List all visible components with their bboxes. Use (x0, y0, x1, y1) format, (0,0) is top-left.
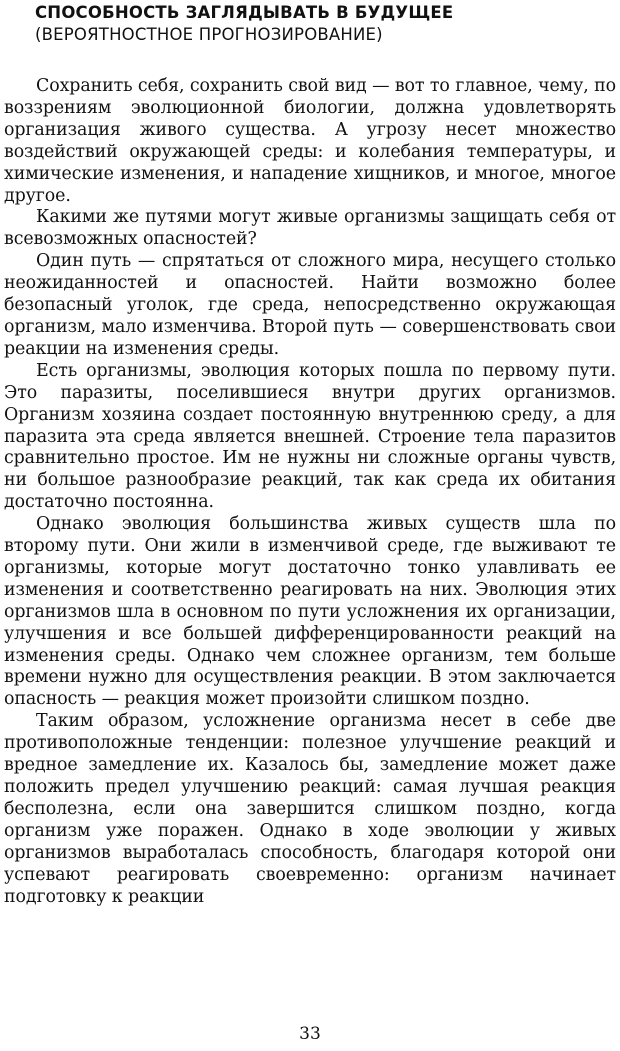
paragraph: Сохранить себя, сохранить свой вид — вот то главное, чему, по воззрениям эволюционной биологии, должна удовлетворять организация живого существа. А угрозу несет множество воздействий окружающей среды: и колебания температуры, и химические изменения, и нападение хищников, и многое, многое другое. (4, 76, 616, 206)
paragraph: Один путь — спрятаться от сложного мира, несущего столько неожиданностей и опасностей. Найти возможно более безопасный уголок, где среда, непосредственно окружающая организм, мало изменчива. Второй путь — совершенствовать свои реакции на изменения среды. (4, 251, 616, 359)
paragraph: Какими же путями могут живые организмы защищать себя от всевозможных опасностей? (4, 207, 616, 250)
page-number: 33 (299, 1024, 321, 1044)
paragraph: Таким образом, усложнение организма несет в себе две противоположные тенденции: полезное улучшение реакций и вредное замедление их. Казалось бы, замедление может даже положить предел улучшению реакций: самая лучшая реакция бесполезна, если она завершится слишком поздно, когда организм уже поражен. Однако в ходе эволюции у живых организмов выработалась способность, благодаря которой они успевают реагировать своевременно: организм начинает подготовку к реакции (4, 711, 616, 907)
section-title: СПОСОБНОСТЬ ЗАГЛЯДЫВАТЬ В БУДУЩЕЕ (35, 3, 454, 22)
section-subtitle: (ВЕРОЯТНОСТНОЕ ПРОГНОЗИРОВАНИЕ) (35, 25, 383, 44)
body-text (4, 76, 616, 908)
paragraph: Есть организмы, эволюция которых пошла по первому пути. Это паразиты, поселившиеся внутри других организмов. Организм хозяина создает постоянную внутреннюю среду, а для паразита эта среда является внешней. Строение тела паразитов сравнительно простое. Им не нужны ни сложные органы чувств, ни большое разнообразие реакций, так как среда их обитания достаточно постоянна. (4, 360, 616, 513)
paragraph: Однако эволюция большинства живых существ шла по второму пути. Они жили в изменчивой среде, где выживают те организмы, которые могут достаточно тонко улавливать ее изменения и соответственно реагировать на них. Эволюция этих организмов шла в основном по пути усложнения их организации, улучшения и все большей дифференцированности реакций на изменения среды. Однако чем сложнее организм, тем больше времени нужно для осуществления реакции. В этом заключается опасность — реакция может произойти слишком поздно. (4, 514, 616, 710)
